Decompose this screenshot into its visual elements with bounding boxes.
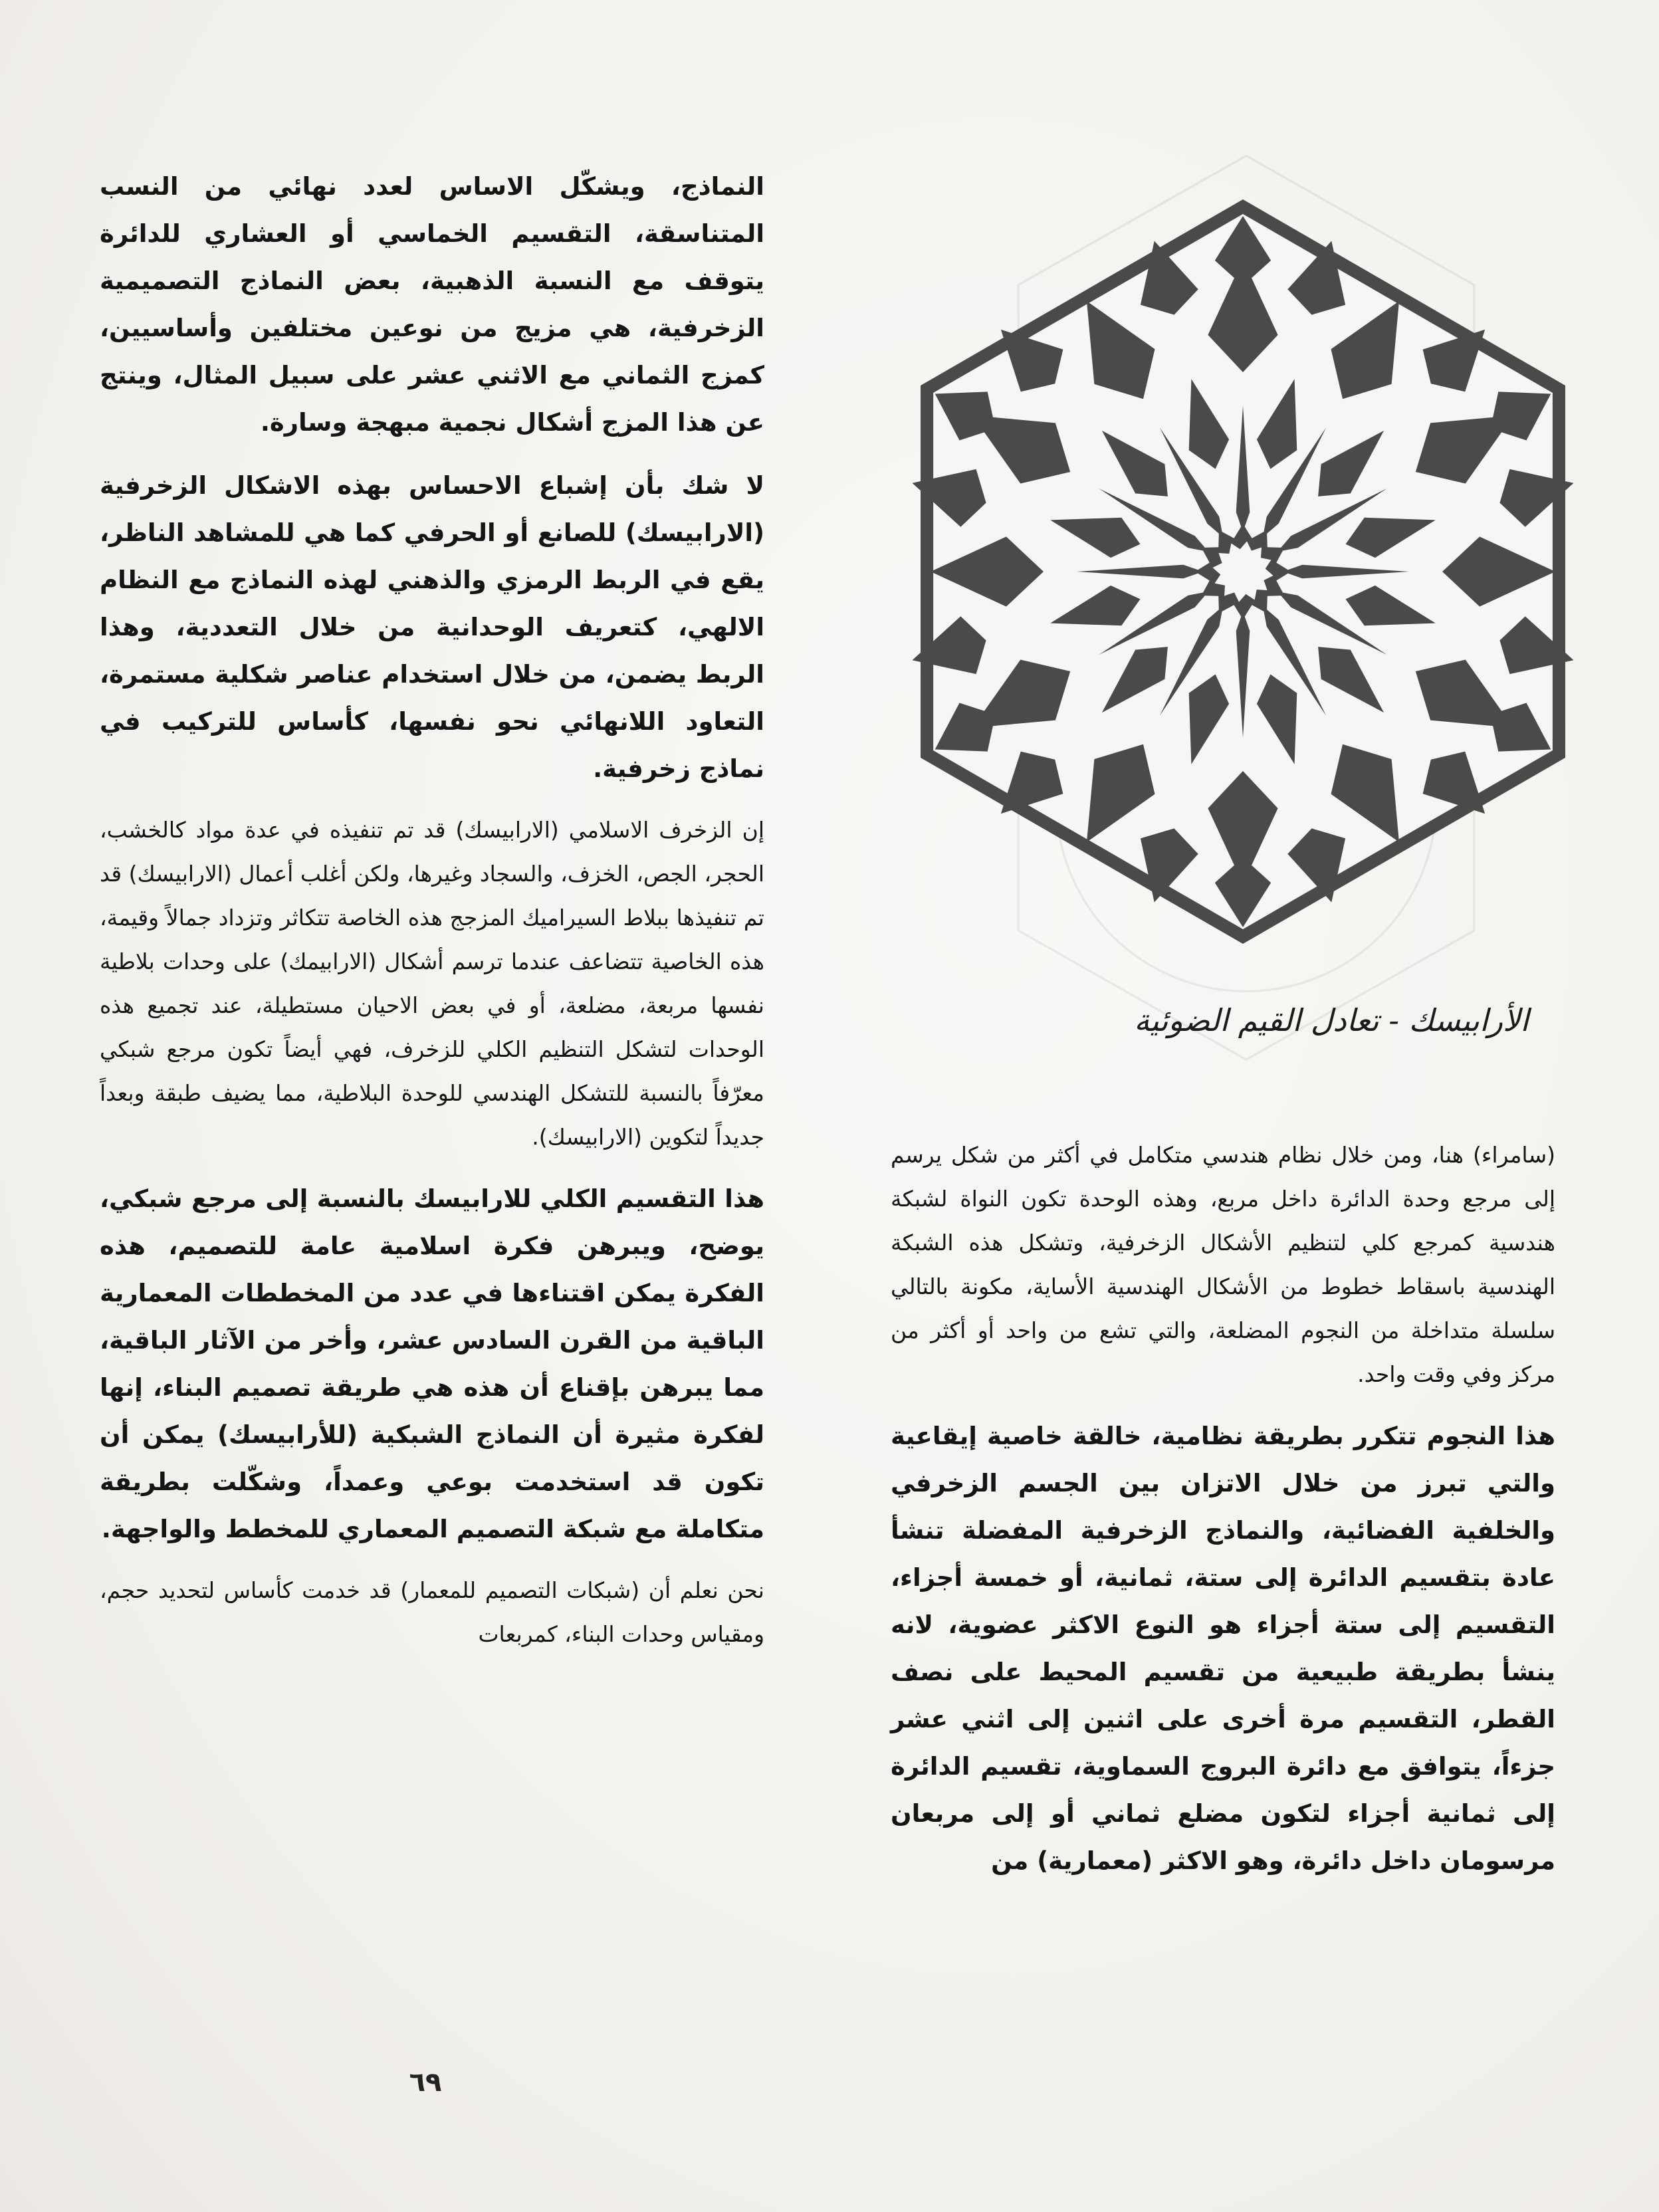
left-column (100, 163, 764, 1672)
left-paragraph-1: النماذج، ويشكّل الاساس لعدد نهائي من النسب المتناسقة، التقسيم الخماسي أو العشاري للدائرة يتوقف مع النسبة الذهبية، بعض النماذج التصميمية الزخرفية، هي مزيج من نوعين مختلفين وأساسيين، كمزج الثماني مع الاثني عشر على سبيل المثال، وينتج عن هذا المزج أشكال نجمية مبهجة وسارة. (100, 172, 764, 437)
caption-bleed-through (1130, 1057, 1529, 1083)
left-paragraph-3: إن الزخرف الاسلامي (الارابيسك) قد تم تنفيذه في عدة مواد كالخشب، الحجر، الجص، الخزف، والسجاد وغيرها، ولكن أغلب أعمال (الارابيسك) قد تم تنفيذها ببلاط السيراميك المزجج هذه الخاصة تتكاثر وتزداد جمالاً وقيمة، هذه الخاصية تتضاعف عندما ترسم أشكال (الارابيمك) على وحدات بلاطية نفسها مربعة، مضلعة، أو في بعض الاحيان مستطيلة، عند تجميع هذه الوحدات لتشكل التنظيم الكلي للزخرف، فهي أيضاً تكون مرجع شبكي معرّفاً بالنسبة للتشكل الهندسي للوحدة البلاطية، مما يضيف طبقة وبعداً جديداً لتكوين (الارابيسك). (100, 817, 764, 1150)
page-number: ٦٩ (409, 2067, 442, 2098)
right-paragraph-1: (سامراء) هنا، ومن خلال نظام هندسي متكامل في أكثر من شكل يرسم إلى مرجع وحدة الدائرة داخل مربع، وهذه الوحدة تكون النواة لشبكة هندسية كمرجع كلي لتنظيم الأشكال الزخرفية، وتشكل هذه الشبكة الهندسية باسقاط خطوط من الأشكال الهندسية الأساية، مكونة بالتالي سلسلة متداخلة من النجوم المضلعة، والتي تشع من واحد أو أكثر من مركز وفي وقت واحد. (891, 1142, 1555, 1387)
left-paragraph-5: نحن نعلم أن (شبكات التصميم للمعمار) قد خدمت كأساس لتحديد حجم، ومقياس وحدات البناء، كمربعات (100, 1577, 764, 1647)
right-column (891, 1133, 1555, 1900)
left-paragraph-2: لا شك بأن إشباع الاحساس بهذه الاشكال الزخرفية (الارابيسك) للصانع أو الحرفي كما هي للمشاهد الناظر، يقع في الربط الرمزي والذهني لهذه النماذج مع النظام الالهي، كتعريف الوحدانية من خلال التعددية، وهذا الربط يضمن، من خلال استخدام عناصر شكلية مستمرة، التعاود اللانهائي نحو نفسها، كأساس للتركيب في نماذج زخرفية. (100, 471, 764, 783)
figure-caption: الأرابيسك - تعادل القيم الضوئية (1134, 1002, 1529, 1038)
arabesque-star-figure (864, 179, 1622, 964)
right-paragraph-2: هذا النجوم تتكرر بطريقة نظامية، خالقة خاصية إيقاعية والتي تبرز من خلال الاتزان بين الجسم الزخرفي والخلفية الفضائية، والنماذج الزخرفية المفضلة تنشأ عادة بتقسيم الدائرة إلى ستة، ثمانية، أو خمسة أجزاء، التقسيم إلى ستة أجزاء هو النوع الاكثر عضوية، لانه ينشأ بطريقة طبيعية من تقسيم المحيط على نصف القطر، التقسيم مرة أخرى على اثنين إلى اثني عشر جزءاً، يتوافق مع دائرة البروج السماوية، تقسيم الدائرة إلى ثمانية أجزاء لتكون مضلع ثماني أو إلى مربعان مرسومان داخل دائرة، وهو الاكثر (معمارية) من (891, 1422, 1555, 1875)
left-paragraph-4: هذا التقسيم الكلي للارابيسك بالنسبة إلى مرجع شبكي، يوضح، ويبرهن فكرة اسلامية عامة للتصميم، هذه الفكرة يمكن اقتناءها في عدد من المخططات المعمارية الباقية من القرن السادس عشر، وأخر من الآثار الباقية، مما يبرهن بإقناع أن هذه هي طريقة تصميم البناء، إنها لفكرة مثيرة أن النماذج الشبكية (للأرابيسك) يمكن أن تكون قد استخدمت بوعي وعمداً، وشكّلت بطريقة متكاملة مع شبكة التصميم المعماري للمخطط والواجهة. (100, 1184, 764, 1543)
